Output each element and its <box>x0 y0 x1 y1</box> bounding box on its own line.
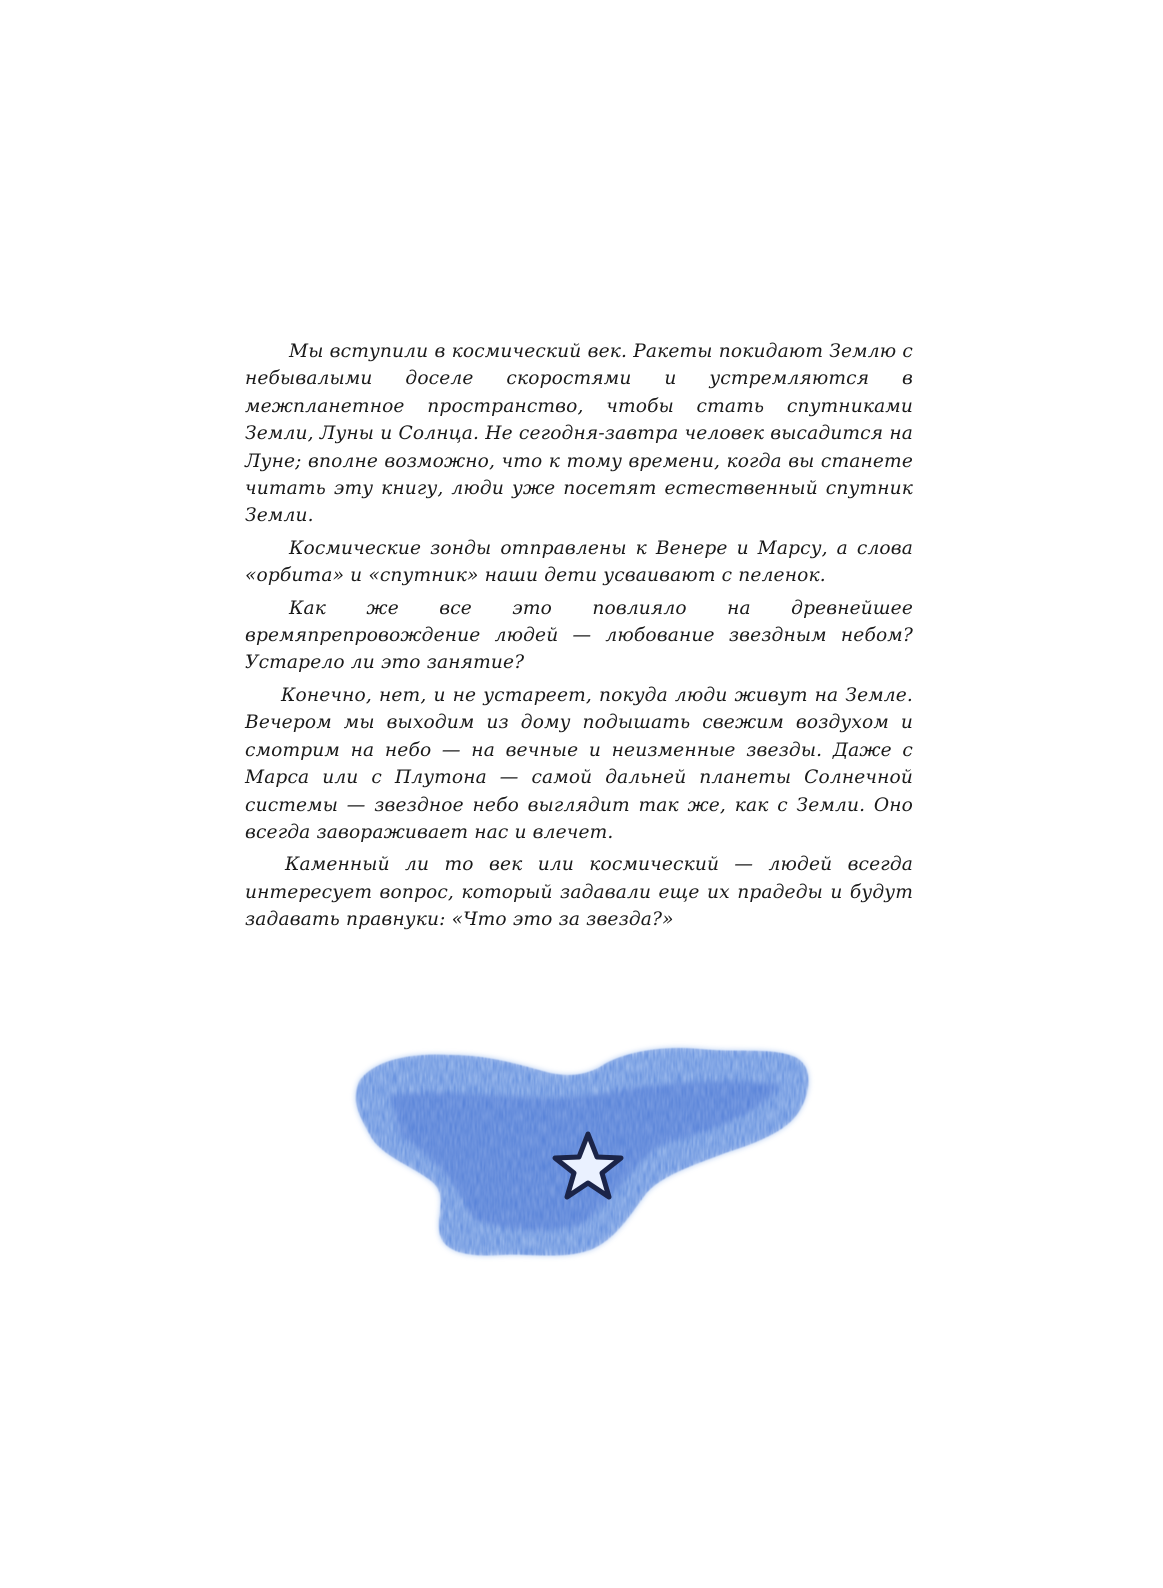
paragraph-5: Каменный ли то век или космический — людей всегда интересует вопрос, который задавали еще их прадеды и будут задавать правнуки: «Что это за звезда?» <box>245 854 913 931</box>
body-text <box>245 338 913 939</box>
paragraph-4: Конечно, нет, и не устареет, покуда люди живут на Земле. Вечером мы выходим из дому подышать свежим воздухом и смотрим на небо — на вечные и неизменные звезды. Даже с Марса или с Плутона — самой дальней планеты Солнечной системы — звездное небо выглядит так же, как с Земли. Оно всегда завораживает нас и влечет. <box>245 684 913 843</box>
paragraph-3: Как же все это повлияло на древнейшее времяпрепровождение людей — любование звездным небом? Устарело ли это занятие? <box>245 597 913 674</box>
paragraph-2: Космические зонды отправлены к Венере и Марсу, а слова «орбита» и «спутник» наши дети усваивают с пеленок. <box>245 537 913 587</box>
sky-svg <box>330 1035 850 1295</box>
sky-illustration <box>330 1035 850 1295</box>
paragraph-1: Мы вступили в космический век. Ракеты покидают Землю с небывалыми доселе скоростями и устремляются в межпланетное пространство, чтобы стать спутниками Земли, Луны и Солнца. Не сегодня-завтра человек высадится на Луне; вполне возможно, что к тому времени, когда вы станете читать эту книгу, люди уже посетят естественный спутник Земли. <box>245 341 913 527</box>
